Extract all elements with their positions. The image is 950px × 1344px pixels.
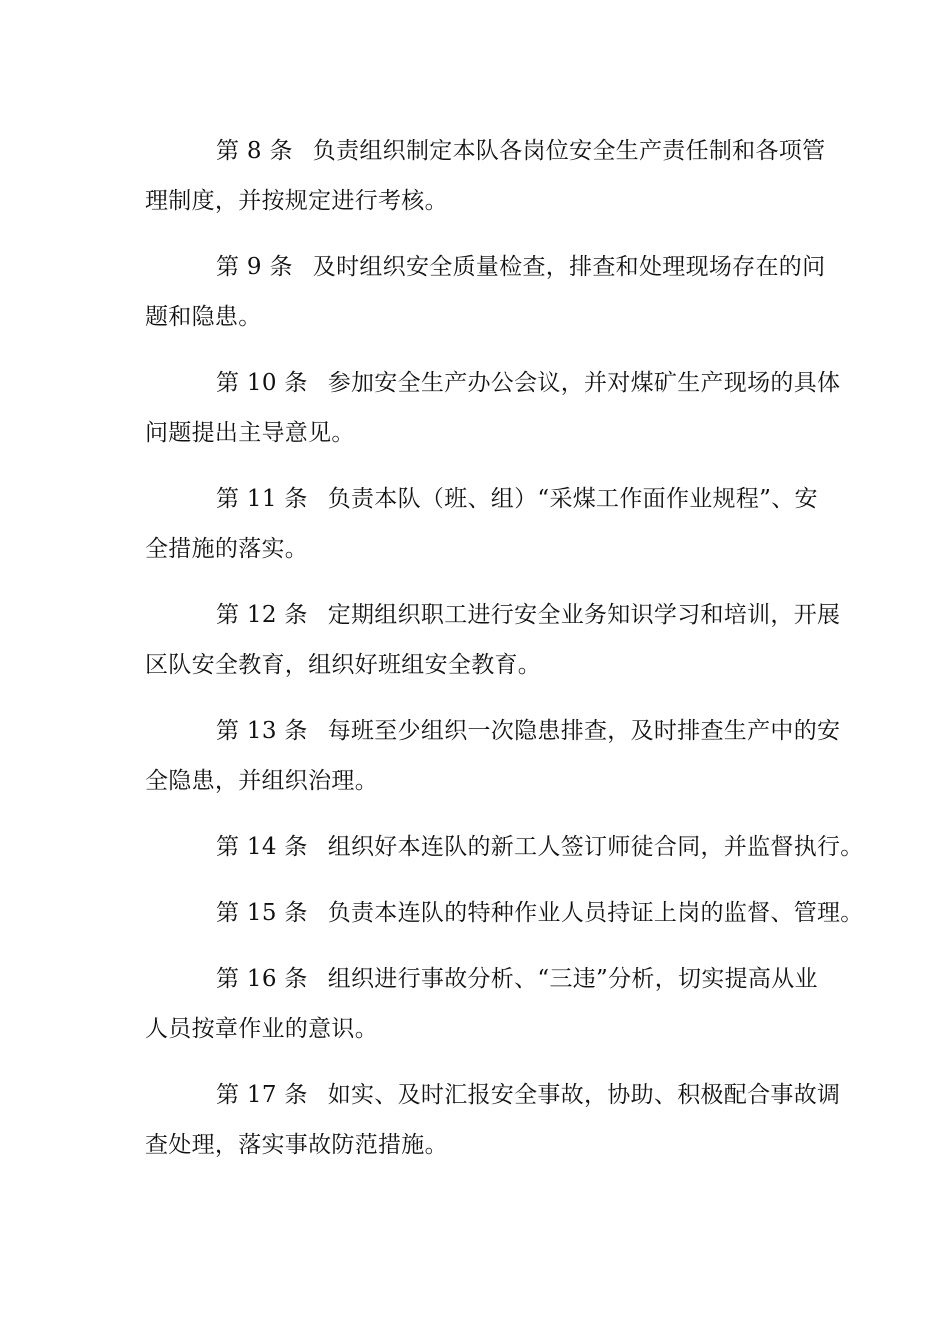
article-15-first-line: [216, 898, 864, 928]
article-11-text-line1: 负责本队（班、组）“采煤工作面作业规程”、安: [327, 486, 818, 512]
article-14-text-line1: 组织好本连队的新工人签订师徒合同，并监督执行。: [327, 834, 864, 860]
article-9-text-line2: 题和隐患。: [145, 304, 262, 330]
article-13-label: 第 13 条: [216, 718, 308, 744]
article-12-text-line1: 定期组织职工进行安全业务知识学习和培训，开展: [327, 602, 841, 628]
article-12-label: 第 12 条: [216, 602, 308, 628]
article-12-first-line: [216, 600, 840, 630]
article-12-text-line2: 区队安全教育，组织好班组安全教育。: [145, 652, 542, 678]
article-17-first-line: [216, 1080, 840, 1110]
article-9-text-line1: 及时组织安全质量检查，排查和处理现场存在的问: [312, 254, 826, 280]
article-15-label: 第 15 条: [216, 900, 308, 926]
article-15-text-line1: 负责本连队的特种作业人员持证上岗的监督、管理。: [327, 900, 864, 926]
article-10-label: 第 10 条: [216, 370, 308, 396]
article-14-label: 第 14 条: [216, 834, 308, 860]
article-17-text-line2: 查处理，落实事故防范措施。: [145, 1132, 448, 1158]
article-8-text-line2: 理制度，并按规定进行考核。: [145, 188, 448, 214]
article-10-text-line1: 参加安全生产办公会议，并对煤矿生产现场的具体: [327, 370, 841, 396]
article-13-text-line2: 全隐患，并组织治理。: [145, 768, 378, 794]
article-9-first-line: [216, 252, 825, 282]
article-13-text-line1: 每班至少组织一次隐患排查，及时排查生产中的安: [327, 718, 841, 744]
article-17-label: 第 17 条: [216, 1082, 308, 1108]
article-16-text-line1: 组织进行事故分析、“三违”分析，切实提高从业: [327, 966, 818, 992]
article-14-first-line: [216, 832, 864, 862]
article-16-first-line: [216, 964, 818, 994]
article-8-first-line: [216, 136, 825, 166]
article-9-label: 第 9 条: [216, 254, 293, 280]
article-13-first-line: [216, 716, 840, 746]
article-11-text-line2: 全措施的落实。: [145, 536, 309, 562]
article-11-label: 第 11 条: [216, 486, 308, 512]
article-8-label: 第 8 条: [216, 138, 293, 164]
article-11-first-line: [216, 484, 818, 514]
article-10-text-line2: 问题提出主导意见。: [145, 420, 355, 446]
article-10-first-line: [216, 368, 840, 398]
article-16-label: 第 16 条: [216, 966, 308, 992]
article-17-text-line1: 如实、及时汇报安全事故，协助、积极配合事故调: [327, 1082, 841, 1108]
article-8-text-line1: 负责组织制定本队各岗位安全生产责任制和各项管: [312, 138, 826, 164]
article-16-text-line2: 人员按章作业的意识。: [145, 1016, 378, 1042]
